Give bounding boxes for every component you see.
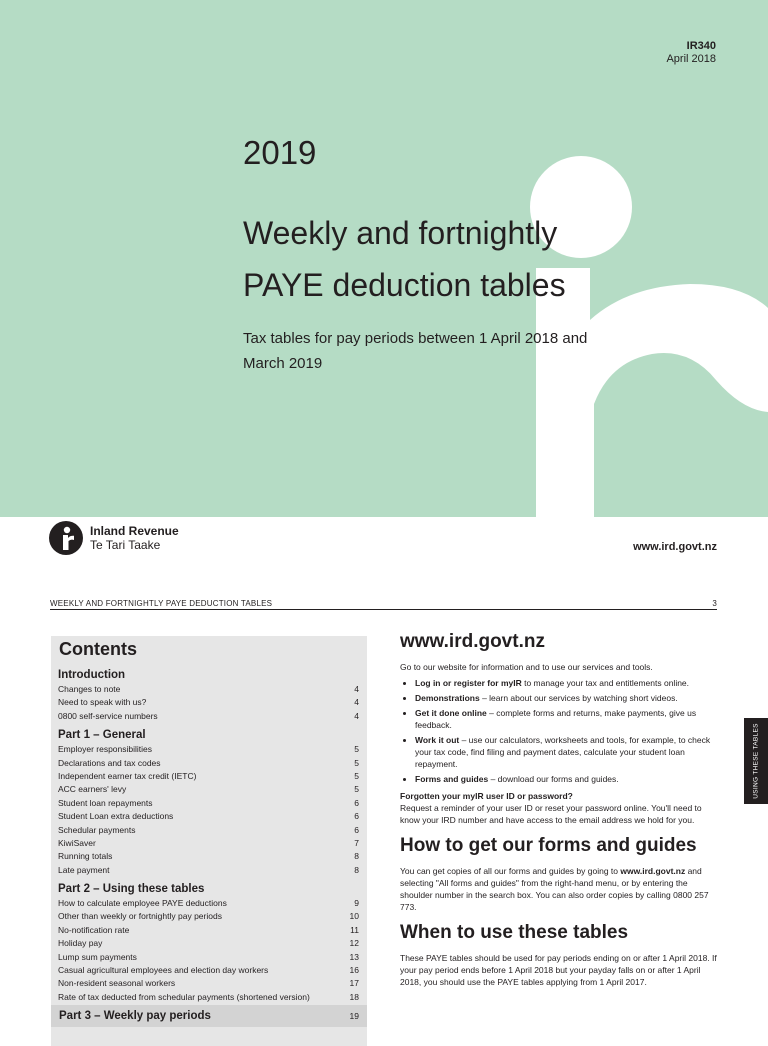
toc-entry-page: 7 (354, 837, 359, 848)
toc-entry-label: KiwiSaver (58, 837, 96, 848)
toc-entry[interactable] (58, 743, 359, 756)
toc-entry[interactable] (58, 696, 359, 709)
website-bullet-link[interactable]: Work it out (415, 735, 460, 745)
toc-entry-label: Non-resident seasonal workers (58, 978, 176, 989)
website-bullet-item (415, 707, 718, 731)
toc-entry[interactable] (58, 951, 359, 964)
website-bullet-text: to manage your tax and entitlements online. (521, 678, 690, 688)
running-header (50, 599, 717, 610)
toc-entry-label: 0800 self-service numbers (58, 710, 158, 721)
ir-logo-icon (48, 520, 84, 556)
right-column (400, 630, 718, 992)
toc-entry[interactable] (58, 770, 359, 783)
form-code (666, 40, 716, 66)
toc-entry[interactable] (58, 810, 359, 823)
toc-entry[interactable] (58, 797, 359, 810)
forgot-text: Request a reminder of your user ID or reset your password online. You'll need to know your IRD number and have access to the email address we hold for you. (400, 803, 702, 825)
toc-entry-page: 17 (349, 978, 359, 989)
toc-entry-page: 5 (354, 744, 359, 755)
toc-part3-title: Part 3 – Weekly pay periods (59, 1010, 211, 1022)
toc-entry-label: How to calculate employee PAYE deductions (58, 898, 227, 909)
website-bullet-item (415, 773, 718, 785)
logo-org-name: Inland Revenue (90, 524, 179, 538)
toc-entry[interactable] (58, 850, 359, 863)
toc-entry[interactable] (58, 783, 359, 796)
inland-revenue-logo (48, 520, 179, 556)
website-bullet-text: – learn about our services by watching short videos. (479, 693, 678, 703)
logo-maori-name: Te Tari Taake (90, 538, 161, 552)
contents-heading: Contents (59, 639, 137, 659)
toc-entry[interactable] (58, 683, 359, 696)
toc-entry[interactable] (58, 991, 359, 1004)
toc-entry-page: 16 (349, 965, 359, 976)
website-bullet-text: – complete forms and returns, make payments, give us feedback. (415, 708, 697, 730)
toc-entry-page: 13 (349, 951, 359, 962)
when-text: These PAYE tables should be used for pay periods ending on or after 1 April 2018. If your pay period ends before 1 April 2018 but your payday falls on or after 1 April 2018, you should use the PAYE tables applying from 1 April 2017. (400, 953, 717, 987)
website-bullet-link[interactable]: Log in or register for myIR (415, 678, 522, 688)
toc-entry-page: 9 (354, 898, 359, 909)
toc-entry[interactable] (58, 964, 359, 977)
website-bullet-text: – download our forms and guides. (488, 774, 619, 784)
toc-entry-label: Lump sum payments (58, 951, 137, 962)
toc-entry-label: Other than weekly or fortnightly pay periods (58, 911, 222, 922)
forgot-heading: Forgotten your myIR user ID or password? (400, 791, 573, 801)
form-code-date: April 2018 (666, 53, 716, 65)
form-code-number: IR340 (686, 40, 716, 52)
toc-section-heading: Introduction (58, 669, 126, 681)
cover-panel (0, 0, 768, 517)
toc-entry-label: Independent earner tax credit (IETC) (58, 770, 197, 781)
toc-entry-label: ACC earners' levy (58, 784, 127, 795)
section-side-tab (744, 718, 768, 804)
toc-entry[interactable] (58, 710, 359, 723)
toc-entry[interactable] (58, 937, 359, 950)
cover-year: 2019 (243, 134, 317, 171)
toc-entry-label: Student Loan extra deductions (58, 811, 174, 822)
toc-list (58, 668, 359, 1004)
toc-entry-page: 10 (349, 911, 359, 922)
toc-entry[interactable] (58, 864, 359, 877)
toc-entry-page: 8 (354, 851, 359, 862)
toc-entry-page: 6 (354, 811, 359, 822)
toc-entry-page: 5 (354, 757, 359, 768)
contents-panel (51, 636, 367, 1046)
toc-entry-page: 11 (350, 924, 359, 935)
toc-entry[interactable] (58, 897, 359, 910)
website-bullet-item (415, 734, 718, 770)
toc-part3-page: 19 (349, 1011, 359, 1021)
forms-heading: How to get our forms and guides (400, 835, 697, 856)
toc-entry-page: 18 (349, 991, 359, 1002)
toc-entry-page: 4 (354, 710, 359, 721)
cover-subtitle: Tax tables for pay periods between 1 April 2018 and March 2019 (243, 330, 588, 372)
toc-entry-page: 6 (354, 797, 359, 808)
toc-entry-label: Need to speak with us? (58, 697, 147, 708)
toc-entry-label: No-notification rate (58, 924, 130, 935)
cover-title: Weekly and fortnightly PAYE deduction tables (243, 215, 566, 303)
toc-entry-page: 5 (354, 784, 359, 795)
toc-entry-label: Running totals (58, 851, 113, 862)
website-bullet-list (400, 677, 718, 785)
toc-entry[interactable] (58, 824, 359, 837)
toc-entry-page: 8 (354, 864, 359, 875)
website-bullet-link[interactable]: Forms and guides (415, 774, 489, 784)
toc-entry-page: 6 (354, 824, 359, 835)
running-header-title: WEEKLY AND FORTNIGHTLY PAYE DEDUCTION TABLES (50, 599, 273, 608)
forms-text (400, 865, 718, 913)
cover-website-url[interactable]: www.ird.govt.nz (633, 541, 717, 553)
toc-entry-label: Employer responsibilities (58, 744, 153, 755)
website-intro: Go to our website for information and to use our services and tools. (400, 662, 653, 672)
toc-entry[interactable] (58, 757, 359, 770)
toc-entry[interactable] (58, 924, 359, 937)
toc-entry[interactable] (58, 910, 359, 923)
toc-entry-page: 5 (354, 770, 359, 781)
website-bullet-text: – use our calculators, worksheets and tools, for example, to check your tax code, find filing and payment dates, calculate your student loan repayment. (415, 735, 711, 769)
forms-text-a: You can get copies of all our forms and guides by going to (400, 866, 621, 876)
toc-entry-label: Casual agricultural employees and election day workers (58, 965, 269, 976)
toc-entry-label: Schedular payments (58, 824, 136, 835)
website-bullet-link[interactable]: Get it done online (415, 708, 487, 718)
toc-entry-label: Changes to note (58, 684, 121, 694)
toc-entry-page: 4 (354, 697, 359, 708)
toc-entry-label: Late payment (58, 864, 110, 875)
when-heading: When to use these tables (400, 922, 629, 943)
website-heading: www.ird.govt.nz (400, 631, 545, 652)
website-bullet-item (415, 677, 718, 689)
toc-entry-label: Rate of tax deducted from schedular payments (shortened version) (58, 991, 310, 1002)
forms-text-b: and selecting "All forms and guides" from the right-hand menu, or by entering the shoulder number in the search box. You can also order copies by calling 0800 257 773. (400, 866, 709, 912)
toc-entry-label: Declarations and tax codes (58, 757, 161, 768)
toc-entry[interactable] (58, 837, 359, 850)
toc-section-heading: Part 1 – General (58, 729, 146, 742)
toc-entry-label: Holiday pay (58, 938, 103, 949)
toc-section-heading: Part 2 – Using these tables (58, 883, 205, 896)
page-number: 3 (712, 599, 717, 608)
side-tab-label: USING THESE TABLES (752, 723, 760, 799)
website-bullet-item (415, 692, 718, 704)
toc-entry-page: 12 (349, 938, 359, 949)
toc-entry[interactable] (58, 977, 359, 990)
toc-entry-label: Student loan repayments (58, 797, 153, 808)
website-bullet-link[interactable]: Demonstrations (415, 693, 480, 703)
toc-entry-page: 4 (354, 684, 359, 694)
forms-url[interactable]: www.ird.govt.nz (620, 866, 686, 876)
